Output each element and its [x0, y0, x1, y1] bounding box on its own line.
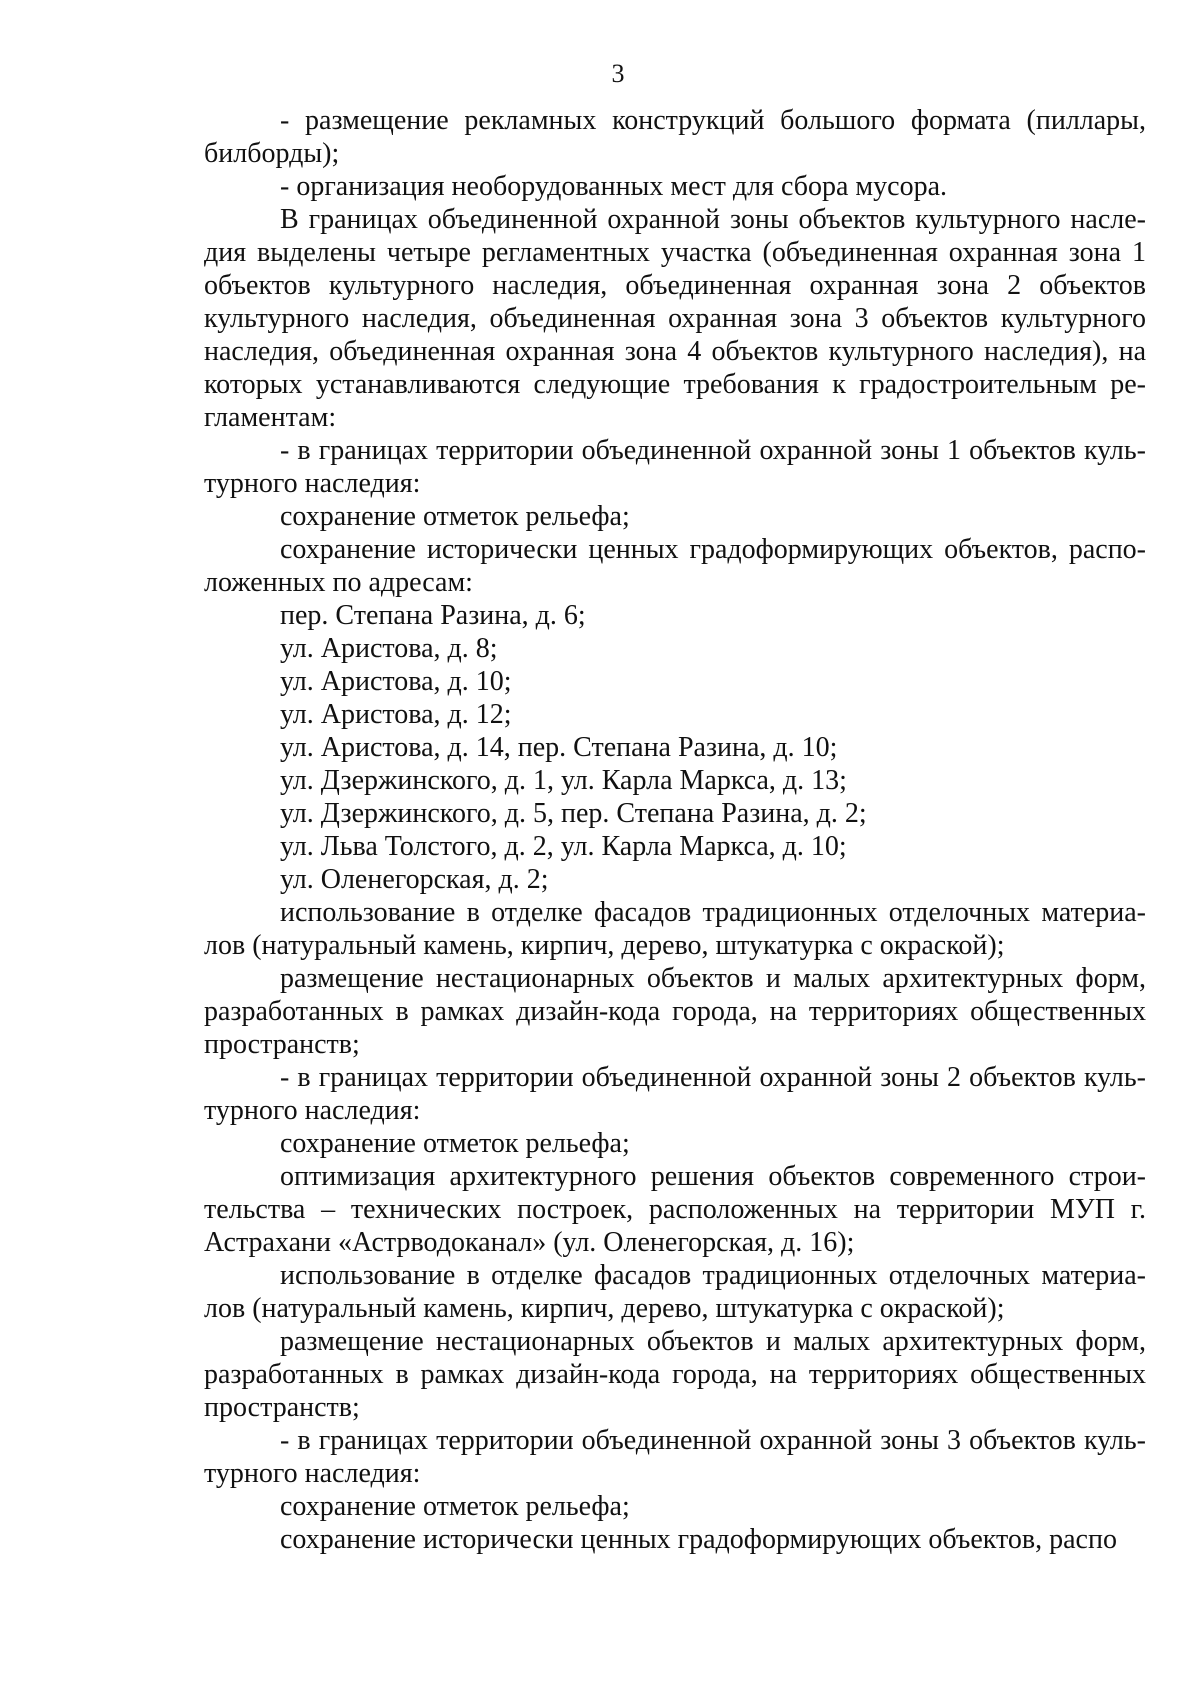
zone-3-relief: сохранение отметок рельефа; [280, 1491, 630, 1522]
address-item: ул. Аристова, д. 12; [280, 699, 512, 730]
page-number: 3 [611, 59, 625, 88]
address-item: ул. Аристова, д. 14, пер. Степана Разина, д. 10; [280, 732, 838, 763]
address-item: ул. Аристова, д. 10; [280, 666, 512, 697]
zone-2-facade-materials: использование в отделке фасадов традиционных отделочных материалов (натуральный камень, кирпич, дерево, штукатурка с окраской); [204, 1260, 1146, 1324]
zone-2-optimization: оптимизация архитектурного решения объектов современного строительства – технических построек, расположенных на территории МУП г. Астрахани «Астрводоканал» (ул. Оленегорская, д. 16); [204, 1161, 1146, 1258]
paragraph-billboards: - размещение рекламных конструкций большого формата (пиллары, билборды); [204, 105, 1146, 169]
zone-2-relief: сохранение отметок рельефа; [280, 1128, 630, 1159]
zone-1-historic-objects: сохранение исторически ценных градоформирующих объектов, расположенных по адресам: [204, 534, 1146, 598]
zone-2-heading: - в границах территории объединенной охранной зоны 2 объектов культурного наследия: [204, 1062, 1146, 1126]
address-item: ул. Дзержинского, д. 5, пер. Степана Разина, д. 2; [280, 798, 867, 829]
address-item: ул. Оленегорская, д. 2; [280, 864, 549, 895]
zone-1-relief: сохранение отметок рельефа; [280, 501, 630, 532]
document-body [204, 104, 1146, 1556]
zone-3-historic-objects: сохранение исторически ценных градоформирующих объектов, распо [280, 1524, 1117, 1555]
paragraph-regulatory-areas: В границах объединенной охранной зоны объектов культурного наследия выделены четыре регламентных участка (объединенная охранная зона 1 объектов культурного наследия, объединенная охранная зона 2 объектов культурного наследия, объединенная охранная зона 3 объектов культурного наследия, объединенная охранная зона 4 объектов культурного наследия), на которых устанавливаются следующие требования к градостроительным регламентам: [204, 204, 1146, 433]
paragraph-garbage-sites: - организация необорудованных мест для сбора мусора. [280, 171, 947, 202]
address-item: ул. Дзержинского, д. 1, ул. Карла Маркса, д. 13; [280, 765, 847, 796]
address-item: ул. Льва Толстого, д. 2, ул. Карла Маркса, д. 10; [280, 831, 847, 862]
address-item: ул. Аристова, д. 8; [280, 633, 498, 664]
zone-1-heading: - в границах территории объединенной охранной зоны 1 объектов культурного наследия: [204, 435, 1146, 499]
zone-2-small-forms: размещение нестационарных объектов и малых архитектурных форм, разработанных в рамках дизайн-кода города, на территориях общественных пространств; [204, 1326, 1146, 1423]
zone-1-small-forms: размещение нестационарных объектов и малых архитектурных форм, разработанных в рамках дизайн-кода города, на территориях общественных пространств; [204, 963, 1146, 1060]
zone-3-heading: - в границах территории объединенной охранной зоны 3 объектов культурного наследия: [204, 1425, 1146, 1489]
address-item: пер. Степана Разина, д. 6; [280, 600, 586, 631]
zone-1-facade-materials: использование в отделке фасадов традиционных отделочных материалов (натуральный камень, кирпич, дерево, штукатурка с окраской); [204, 897, 1146, 961]
